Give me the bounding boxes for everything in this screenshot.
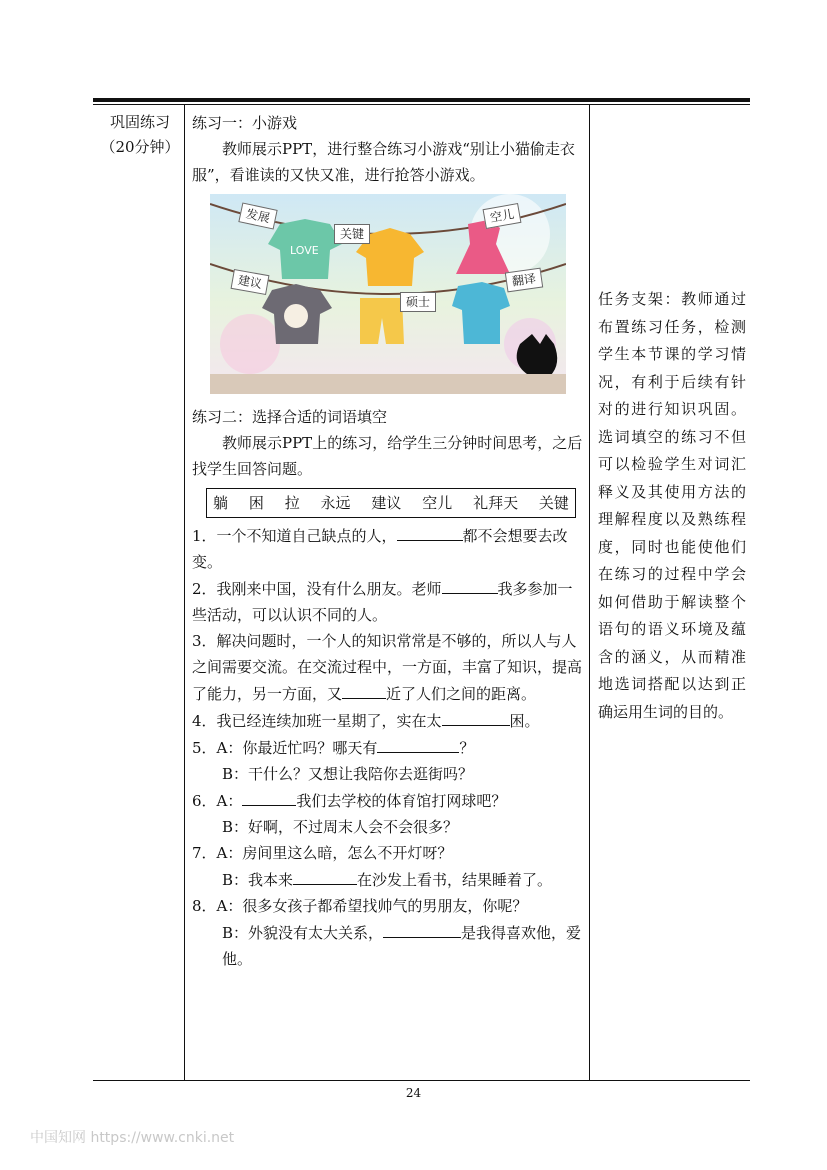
top-rule-thick (93, 98, 750, 102)
word-bank (206, 488, 576, 518)
question-8a: 8．A：很多女孩子都希望找帅气的男朋友，你呢？ (192, 897, 528, 915)
top-rule-thin (93, 104, 750, 105)
page-number: 24 (405, 1086, 422, 1100)
answer-blank[interactable] (397, 522, 463, 541)
column-divider-2 (589, 105, 590, 1081)
question-1: 1．一个不知道自己缺点的人， 都不会想要去改变。 (192, 522, 584, 575)
answer-blank[interactable] (377, 734, 459, 753)
question-7a: 7．A：房间里这么暗，怎么不开灯呀？ (192, 844, 453, 862)
exercise1-description: 教师展示PPT，进行整合练习小游戏“别让小猫偷走衣服”，看谁读的又快又准，进行抢答小游戏。 (192, 140, 575, 184)
question-5a: 5．A：你最近忙吗？哪天有 ？ (192, 734, 584, 761)
answer-blank[interactable] (442, 707, 510, 726)
task-scaffold-note: 任务支架：教师通过布置练习任务，检测学生本节课的学习情况，有利于后续有针对的进行知识巩固。选词填空的练习不但可以检验学生对词汇释义及其使用方法的理解程度以及熟练程度，同时也能使他们在练习的过程中学会如何借助于解读整个语句的语义环境及蕴含的涵义，从而精准地选词搭配以达到正确运用生词的目的。 (598, 290, 746, 721)
section-label (96, 110, 184, 160)
exercise1-heading: 练习一：小游戏 (192, 114, 298, 132)
word-bank-item: 关键 (538, 494, 569, 512)
word-bank-item: 建议 (371, 494, 402, 512)
word-bank-item: 困 (248, 494, 264, 512)
column-divider-1 (184, 105, 185, 1081)
word-bank-item: 礼拜天 (473, 494, 519, 512)
svg-text:LOVE: LOVE (290, 244, 319, 257)
word-bank-item: 空儿 (422, 494, 453, 512)
question-5b: B：干什么？又想让我陪你去逛街吗？ (222, 765, 474, 783)
answer-blank[interactable] (383, 919, 461, 938)
bottom-rule (93, 1080, 750, 1081)
word-bank-item: 拉 (284, 494, 300, 512)
word-bank-item: 永远 (320, 494, 351, 512)
exercise2-description: 教师展示PPT上的练习，给学生三分钟时间思考，之后找学生回答问题。 (192, 434, 583, 478)
question-3: 3．解决问题时，一个人的知识常常是不够的，所以人与人之间需要交流。在交流过程中，一方面，丰富了知识，提高了能力，另一方面，又 近了人们之间的距离。 (192, 632, 583, 703)
answer-blank[interactable] (293, 866, 357, 885)
word-tag-shuoshi: 硕士 (400, 292, 436, 312)
section-title: 巩固练习 (109, 113, 170, 131)
answer-blank[interactable] (442, 575, 498, 594)
word-tag-konger: 空儿 (483, 203, 522, 229)
cnki-watermark: 中国知网 https://www.cnki.net (30, 1130, 235, 1146)
word-tag-fanyi: 翻译 (505, 268, 543, 293)
question-2: 2．我刚来中国，没有什么朋友。老师 我多参加一些活动，可以认识不同的人。 (192, 575, 584, 628)
question-8b: B：外貌没有太大关系， 是我得喜欢他，爱他。 (192, 919, 584, 972)
exercise2-heading: 练习二：选择合适的词语填空 (192, 408, 388, 426)
word-tag-fazhan: 发展 (238, 202, 277, 229)
word-bank-item: 躺 (213, 494, 229, 512)
game-illustration (210, 194, 566, 394)
word-tag-guanjian: 关键 (334, 224, 370, 244)
activity-column (192, 110, 584, 972)
question-6b: B：好啊，不过周末人会不会很多？ (222, 818, 459, 836)
answer-blank[interactable] (242, 787, 296, 806)
illustration-floor (210, 374, 566, 394)
question-7b: B：我本来 在沙发上看书，结果睡着了。 (192, 866, 584, 893)
question-4: 4．我已经连续加班一星期了，实在太 困。 (192, 707, 584, 734)
section-duration: （20分钟） (100, 138, 180, 156)
answer-blank[interactable] (342, 680, 386, 699)
question-6a: 6．A： 我们去学校的体育馆打网球吧？ (192, 787, 584, 814)
word-tag-jianyi: 建议 (231, 269, 270, 295)
